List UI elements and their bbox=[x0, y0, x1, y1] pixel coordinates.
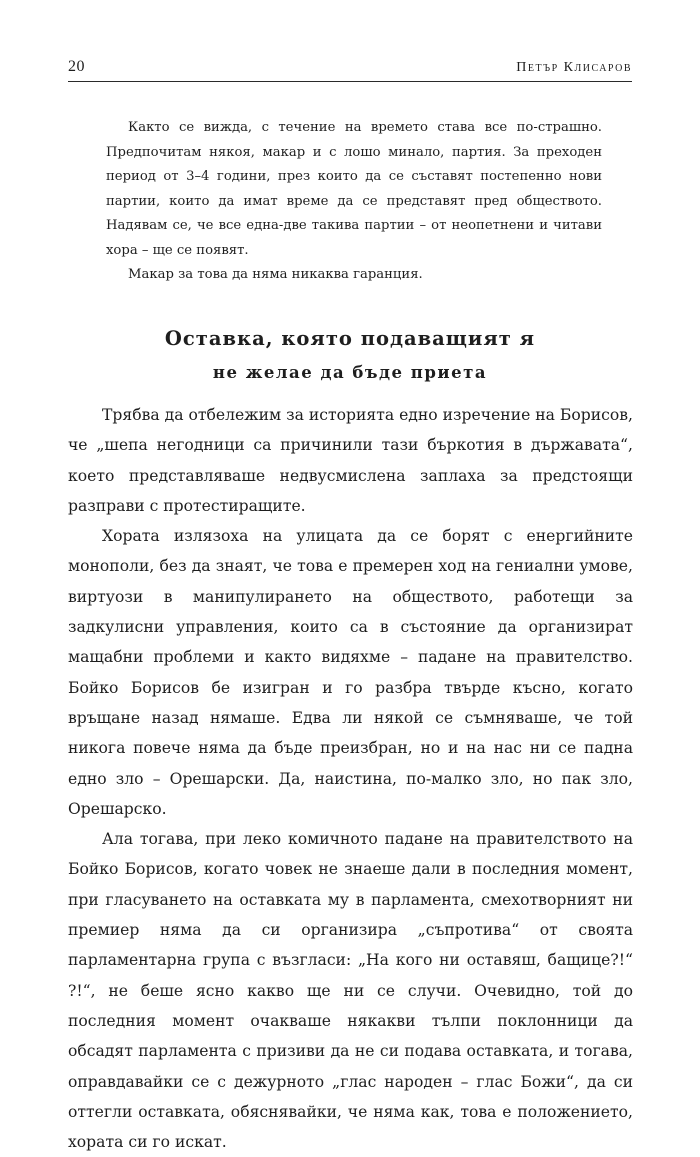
section-heading-line-1: Оставка, която подаващият я bbox=[164, 327, 536, 350]
running-head bbox=[68, 58, 632, 80]
intro-paragraph: Както се вижда, с течение на времето става все по-страшно. Предпочитам някоя, макар и с лошо минало, партия. За преходен период от 3–4 години, през които да се съставят постепенно нови партии, които да имат време да се представят пред обществото. Надявам се, че все една-две такива партии – от неопетнени и читави хора – ще се появят. bbox=[106, 120, 602, 258]
running-head-author: Петър Клисаров bbox=[516, 60, 632, 75]
intro-block bbox=[106, 116, 602, 288]
body-paragraph: Хората излязоха на улицата да се борят с енергийните монополи, без да знаят, че това е премерен ход на гениални умове, виртуози в манипулирането на обществото, работещи за задкулисни управления, които са в състояние да организират мащабни проблеми и както видяхме – падане на правителство. Бойко Борисов бе изигран и го разбра твърде късно, когато връщане назад нямаше. Едва ли някой се съмняваше, че той никога повече няма да бъде преизбран, но и на нас ни се падна едно зло – Орешарски. Да, наистина, по-малко зло, но пак зло, Орешарско. bbox=[68, 527, 633, 818]
section-heading-line-2: не желае да бъде приета bbox=[212, 363, 488, 382]
section-body bbox=[68, 400, 633, 1157]
page-number: 20 bbox=[68, 58, 85, 75]
body-paragraph: Трябва да отбележим за историята едно изречение на Борисов, че „шепа негодници са причинили тази бъркотия в държавата“, което представляваше недвусмислена заплаха за предстоящи разправи с протестиращите. bbox=[68, 406, 633, 515]
intro-paragraph: Макар за това да няма никаква гаранция. bbox=[128, 267, 423, 282]
header-rule bbox=[68, 81, 632, 82]
body-paragraph: Ала тогава, при леко комичното падане на правителството на Бойко Борисов, когато човек не знаеше дали в последния момент, при гласуването на оставката му в парламента, смехотворният ни премиер няма да си организира „съпротива“ от своята парламентарна група с възгласи: „На кого ни оставяш, бащице?!“ ?!“, не беше ясно какво ще ни се случи. Очевидно, той до последния момент очакваше някакви тълпи поклонници да обсадят парламента с призиви да не си подава оставката, и тогава, оправдавайки се с дежурното „глас народен – глас Божи“, да си оттегли оставката, обяснявайки, че няма как, това е положението, хората си го искат. bbox=[68, 830, 633, 1152]
section-heading bbox=[68, 322, 632, 390]
